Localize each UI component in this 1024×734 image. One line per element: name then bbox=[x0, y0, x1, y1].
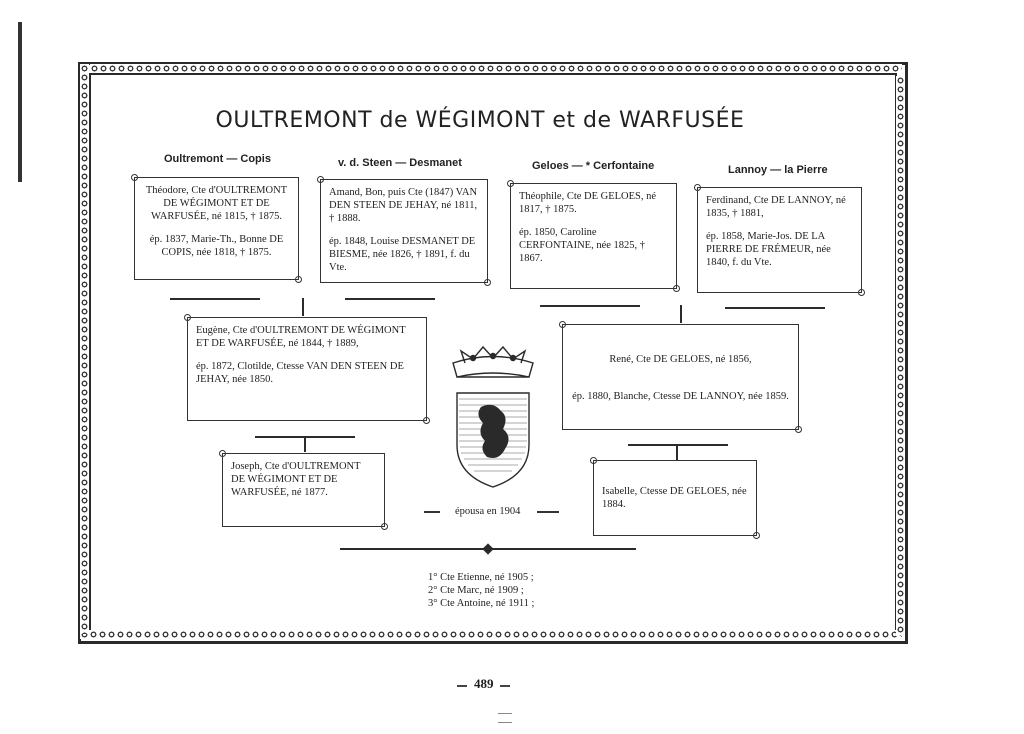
spouse-entry: ép. 1850, Caroline CERFONTAINE, née 1825, † 1867. bbox=[519, 227, 646, 264]
person-entry: Théodore, Cte d'OULTREMONT DE WÉGIMONT ET DE WARFUSÉE, né 1815, † 1875. bbox=[145, 185, 288, 222]
spouse-entry: ép. 1880, Blanche, Ctesse DE LANNOY, née 1859. bbox=[572, 391, 789, 402]
child-entry: 2° Cte Marc, né 1909 ; bbox=[428, 585, 524, 596]
page-title: OULTREMONT de WÉGIMONT et de WARFUSÉE bbox=[215, 108, 745, 133]
family-box-ferdinand bbox=[697, 187, 862, 293]
family-box-eugene bbox=[187, 317, 427, 421]
column-heading-lannoy: Lannoy — la Pierre bbox=[728, 164, 828, 176]
person-entry: Joseph, Cte d'OULTREMONT DE WÉGIMONT ET DE WARFUSÉE, né 1877. bbox=[231, 461, 361, 498]
spouse-entry: ép. 1837, Marie-Th., Bonne DE COPIS, née 1818, † 1875. bbox=[149, 234, 284, 258]
frame-chain-left bbox=[80, 64, 89, 634]
page-number-ornament bbox=[457, 685, 467, 687]
person-entry: Isabelle, Ctesse DE GELOES, née 1884. bbox=[602, 486, 747, 510]
family-box-theophile bbox=[510, 183, 677, 289]
coat-of-arms-icon bbox=[443, 345, 543, 490]
connector-stem bbox=[302, 298, 304, 316]
family-box-rene bbox=[562, 324, 799, 430]
page-number-ornament bbox=[500, 685, 510, 687]
family-box-theodore bbox=[134, 177, 299, 280]
connector-line bbox=[628, 444, 728, 446]
person-entry: Ferdinand, Cte DE LANNOY, né 1835, † 1881, bbox=[706, 195, 846, 219]
connector-line bbox=[540, 305, 640, 307]
spouse-entry: ép. 1848, Louise DESMANET DE BIESME, née 1826, † 1891, f. du Vte. bbox=[329, 236, 476, 273]
marriage-connector bbox=[537, 511, 559, 513]
person-entry: René, Cte DE GELOES, né 1856, bbox=[609, 354, 752, 365]
bottom-ornament bbox=[498, 713, 512, 723]
connector-stem bbox=[676, 444, 678, 460]
frame-chain-bottom bbox=[80, 630, 902, 639]
connector-line bbox=[725, 307, 825, 309]
person-entry: Eugène, Cte d'OULTREMONT DE WÉGIMONT ET DE WARFUSÉE, né 1844, † 1889, bbox=[196, 325, 406, 349]
marriage-connector bbox=[424, 511, 440, 513]
family-box-amand bbox=[320, 179, 488, 283]
person-entry: Théophile, Cte DE GELOES, né 1817, † 1875. bbox=[519, 191, 657, 215]
child-entry: 3° Cte Antoine, né 1911 ; bbox=[428, 598, 535, 609]
scan-edge-mark bbox=[18, 22, 22, 182]
children-list bbox=[428, 571, 534, 610]
page-number: 489 bbox=[474, 676, 494, 691]
family-box-joseph bbox=[222, 453, 385, 527]
connector-line bbox=[345, 298, 435, 300]
column-heading-geloes: Geloes — * Cerfontaine bbox=[532, 160, 655, 172]
family-box-isabelle bbox=[593, 460, 757, 536]
spouse-entry: ép. 1858, Marie-Jos. DE LA PIERRE DE FRÉMEUR, née 1840, f. du Vte. bbox=[706, 231, 831, 268]
person-entry: Amand, Bon, puis Cte (1847) VAN DEN STEEN DE JEHAY, né 1811, † 1888. bbox=[329, 187, 478, 224]
frame-chain-top bbox=[90, 64, 902, 73]
marriage-note: épousa en 1904 bbox=[455, 506, 521, 517]
spouse-entry: ép. 1872, Clotilde, Ctesse VAN DEN STEEN DE JEHAY, née 1850. bbox=[196, 361, 404, 385]
connector-stem bbox=[680, 305, 682, 323]
frame-chain-right bbox=[896, 76, 905, 636]
column-heading-steen: v. d. Steen — Desmanet bbox=[338, 157, 462, 169]
connector-stem bbox=[304, 436, 306, 452]
connector-line bbox=[170, 298, 260, 300]
column-heading-oultremont: Oultremont — Copis bbox=[164, 153, 271, 165]
child-entry: 1° Cte Etienne, né 1905 ; bbox=[428, 572, 534, 583]
